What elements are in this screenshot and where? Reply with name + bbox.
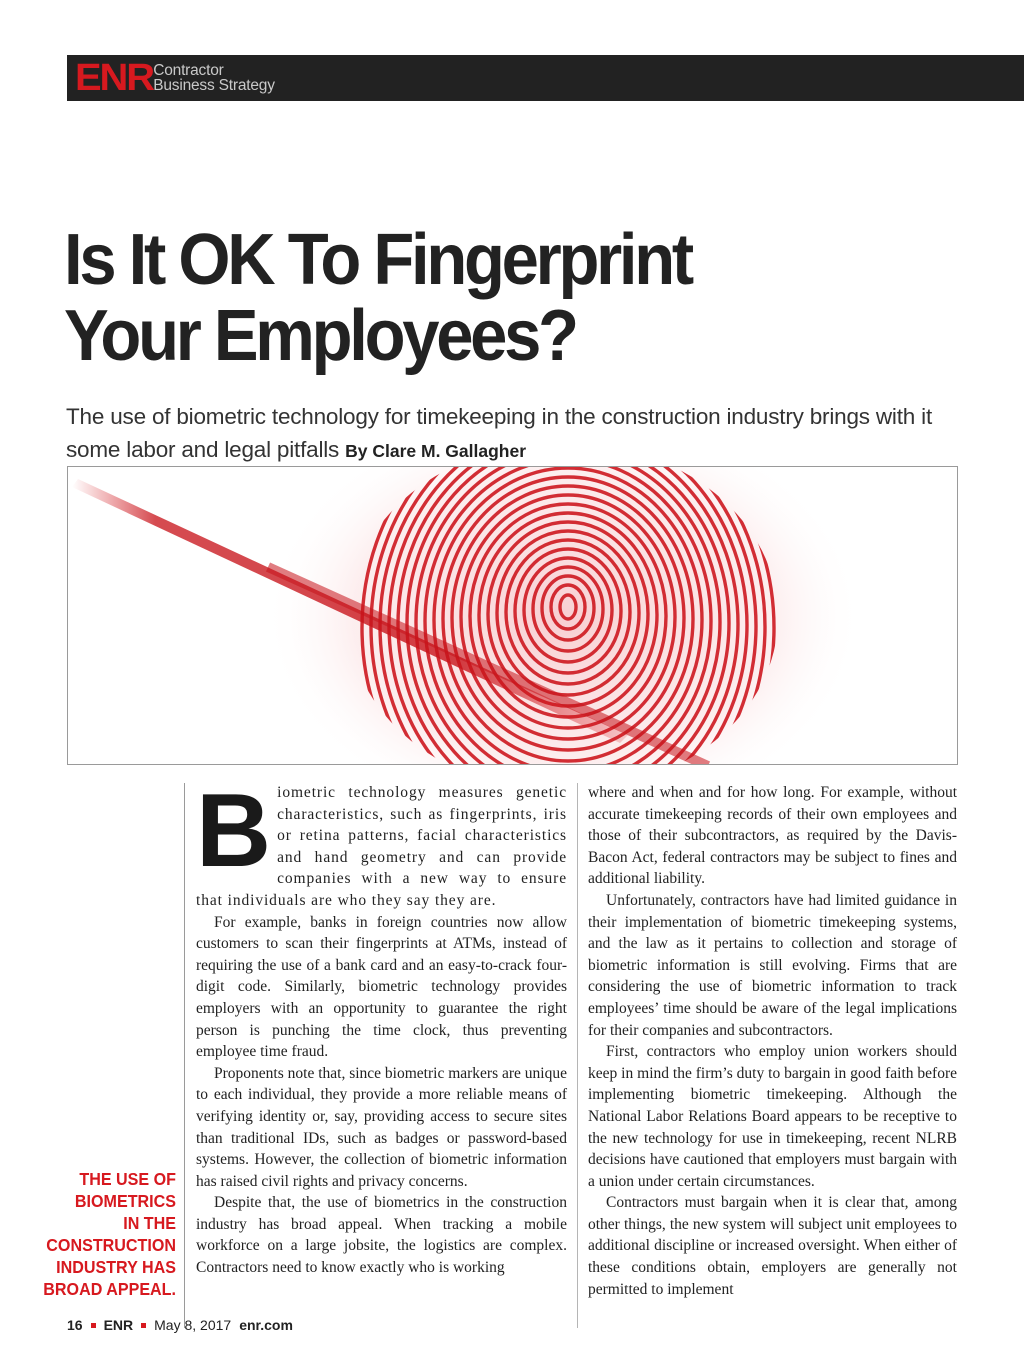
paragraph: Despite that, the use of biometrics in the construction industry has broad appeal. When tracking a mobile workforce on a large jobsite, the logistics are complex. Contractors need to know exactly who is working bbox=[196, 1194, 567, 1277]
paragraph: Contractors must bargain when it is clear that, among other things, the new system will subject unit employees to additional discipline or increased oversight. When either of these conditions obtain, employers are generally not permitted to implement bbox=[588, 1194, 957, 1298]
headline-line-1: Is It OK To Fingerprint bbox=[64, 220, 691, 300]
pull-quote-line: INDUSTRY HAS bbox=[56, 1257, 177, 1277]
pull-quote-line: THE USE OF bbox=[79, 1169, 176, 1189]
separator-square bbox=[141, 1323, 146, 1328]
fingerprint-image bbox=[67, 466, 958, 765]
page-footer bbox=[67, 1317, 293, 1333]
page-number: 16 bbox=[67, 1317, 83, 1333]
drop-cap: B bbox=[196, 773, 270, 889]
pull-quote-line: BIOMETRICS bbox=[74, 1191, 176, 1211]
section-line-2: Business Strategy bbox=[153, 77, 275, 94]
byline: By Clare M. Gallagher bbox=[345, 441, 527, 461]
article-headline bbox=[64, 222, 901, 374]
pull-quote-line: IN THE bbox=[123, 1213, 176, 1233]
article-deck bbox=[66, 400, 966, 468]
paragraph-text: iometric technology measures genetic characteristics, such as fingerprints, iris or retina patterns, facial characteristics and hand geometry and can provide companies with a new way to ensure that individuals are who they say they are. bbox=[196, 784, 567, 909]
body-column-2 bbox=[588, 782, 957, 1300]
pull-quote bbox=[20, 1168, 176, 1300]
enr-logo: ENR bbox=[75, 57, 153, 99]
masthead bbox=[75, 58, 275, 98]
fingerprint-icon bbox=[68, 467, 958, 765]
headline-line-2: Your Employees? bbox=[64, 296, 576, 376]
issue-date: May 8, 2017 bbox=[154, 1317, 232, 1333]
paragraph bbox=[196, 773, 567, 912]
paragraph: where and when and for how long. For example, without accurate timekeeping records of their own employees and those of their subcontractors, as required by the Davis-Bacon Act, federal contractors may be subject to fines and additional liability. bbox=[588, 784, 957, 888]
pull-quote-divider bbox=[184, 783, 185, 1328]
paragraph: First, contractors who employ union workers should keep in mind the firm’s duty to bargain in good faith before implementing biometric timekeeping. Although the National Labor Relations Board appears to be receptive to the new technology for use in timekeeping, recent NLRB decisions have cautioned that employers must bargain with a union under certain circumstances. bbox=[588, 1043, 957, 1190]
separator-square bbox=[91, 1323, 96, 1328]
body-column-1 bbox=[196, 773, 567, 1279]
website: enr.com bbox=[239, 1317, 293, 1333]
section-title bbox=[153, 63, 275, 93]
paragraph: For example, banks in foreign countries now allow customers to scan their fingerprints at ATMs, instead of requiring the use of a bank card and an easy-to-crack four-digit code. Similarly, biometric technology provides employers with an opportunity to guarantee the right person is punching the time clock, thus preventing employee time fraud. bbox=[196, 913, 567, 1061]
pull-quote-line: CONSTRUCTION bbox=[46, 1235, 176, 1255]
deck-text: The use of biometric technology for timekeeping in the construction industry brings with it some labor and legal pitfalls bbox=[66, 404, 932, 462]
paragraph: Proponents note that, since biometric markers are unique to each individual, they provide a more reliable means of verifying identity or, say, providing access to secure sites than traditional IDs, such as badges or password-based systems. However, the collection of biometric information has raised civil rights and privacy concerns. bbox=[196, 1064, 567, 1190]
pull-quote-line: BROAD APPEAL. bbox=[43, 1279, 176, 1299]
column-divider bbox=[577, 783, 578, 1328]
publication-name: ENR bbox=[103, 1317, 134, 1333]
paragraph: Unfortunately, contractors have had limited guidance in their implementation of biometric timekeeping systems, and the law as it pertains to collection and storage of biometric information is still evolving. Firms that are considering the use of biometric information to track employees’ time should be aware of the legal implications for their companies and subcontractors. bbox=[588, 891, 957, 1039]
section-line-1: Contractor bbox=[153, 62, 224, 79]
